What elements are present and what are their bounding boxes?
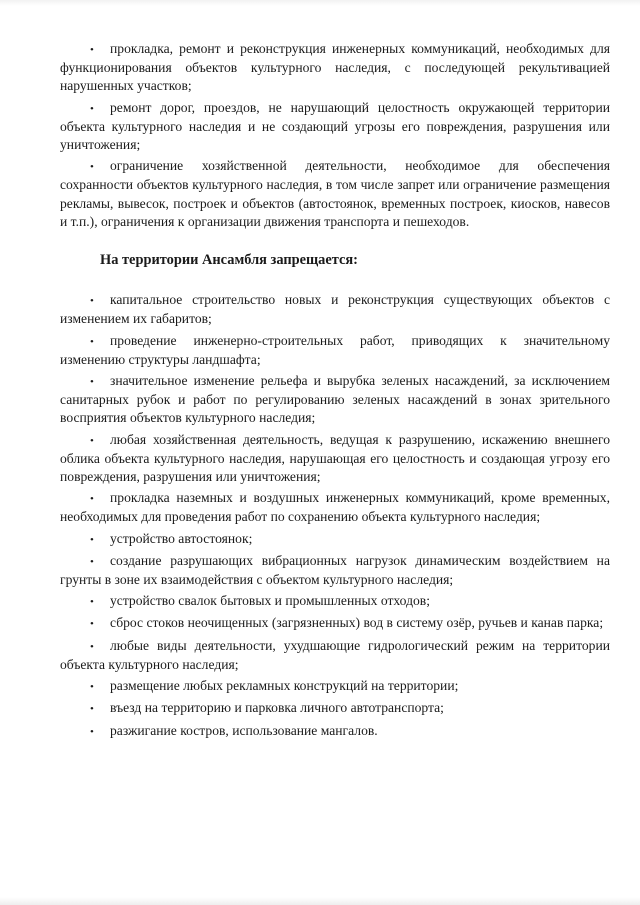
list-item: • размещение любых рекламных конструкций на территории;: [60, 677, 610, 696]
bullet-icon: •: [90, 640, 94, 653]
list-item: • капитальное строительство новых и реконструкция существующих объектов с изменением их габаритов;: [60, 292, 610, 327]
list-item: • устройство автостоянок;: [60, 530, 610, 549]
list-item: • создание разрушающих вибрационных нагрузок динамическим воздействием на грунты в зоне их взаимодействия с объектом культурного наследия;: [60, 552, 610, 588]
bullet-icon: •: [90, 596, 94, 609]
bullet-icon: •: [90, 555, 94, 568]
section-heading: На территории Ансамбля запрещается:: [100, 252, 358, 269]
bullet-icon: •: [90, 618, 94, 631]
prohibited-list: [60, 291, 610, 740]
list-item: • прокладка, ремонт и реконструкция инженерных коммуникаций, необходимых для функционирования объектов культурного наследия, с последующей рекультивацией нарушенных участков;: [60, 41, 610, 94]
list-item: • сброс стоков неочищенных (загрязненных) вод в систему озёр, ручьев и канав парка;: [60, 614, 610, 633]
bullet-icon: •: [90, 376, 94, 389]
list-item: • устройство свалок бытовых и промышленных отходов;: [60, 592, 610, 611]
bullet-icon: •: [90, 102, 94, 115]
list-item: • проведение инженерно-строительных работ, приводящих к значительному изменению структуры ландшафта;: [60, 332, 610, 367]
list-item: • любые виды деятельности, ухудшающие гидрологический режим на территории объекта культурного наследия;: [60, 637, 610, 672]
bullet-icon: •: [90, 434, 94, 447]
page-bottom-edge: [0, 897, 640, 905]
list-item: • ремонт дорог, проездов, не нарушающий целостность окружающей территории объекта культурного наследия и не создающий угрозы его повреждения, разрушения или уничтожения;: [60, 99, 610, 153]
bullet-icon: •: [90, 493, 94, 506]
bullet-icon: •: [90, 725, 94, 738]
bullet-icon: •: [90, 295, 94, 308]
bullet-icon: •: [90, 44, 94, 56]
list-item: • ограничение хозяйственной деятельности, необходимое для обеспечения сохранности объектов культурного наследия, в том числе запрет или ограничение размещения рекламы, вывесок, построек и объектов (автостоянок, временных построек, киосков, навесов и т.п.), ограничения к организации движения транспорта и пешеходов.: [60, 158, 610, 229]
permitted-works-list: [60, 40, 610, 231]
bullet-icon: •: [90, 533, 94, 546]
list-item: • въезд на территорию и парковка личного автотранспорта;: [60, 699, 610, 718]
bullet-icon: •: [90, 335, 94, 348]
document-page: [60, 40, 610, 744]
list-item: • любая хозяйственная деятельность, ведущая к разрушению, искажению внешнего облика объекта культурного наследия, нарушающая его целостность и создающая угрозу его повреждения, разрушения или уничтожения;: [60, 431, 610, 485]
list-item: • разжигание костров, использование мангалов.: [60, 722, 610, 741]
bullet-icon: •: [90, 161, 94, 174]
list-item: • прокладка наземных и воздушных инженерных коммуникаций, кроме временных, необходимых для проведения работ по сохранению объекта культурного наследия;: [60, 490, 610, 525]
page-top-edge: [0, 0, 640, 6]
bullet-icon: •: [90, 681, 94, 694]
bullet-icon: •: [90, 703, 94, 716]
list-item: • значительное изменение рельефа и вырубка зеленых насаждений, за исключением санитарных рубок и работ по регулированию зеленых насаждений в зонах зрительного восприятия объектов культурного наследия;: [60, 373, 610, 426]
